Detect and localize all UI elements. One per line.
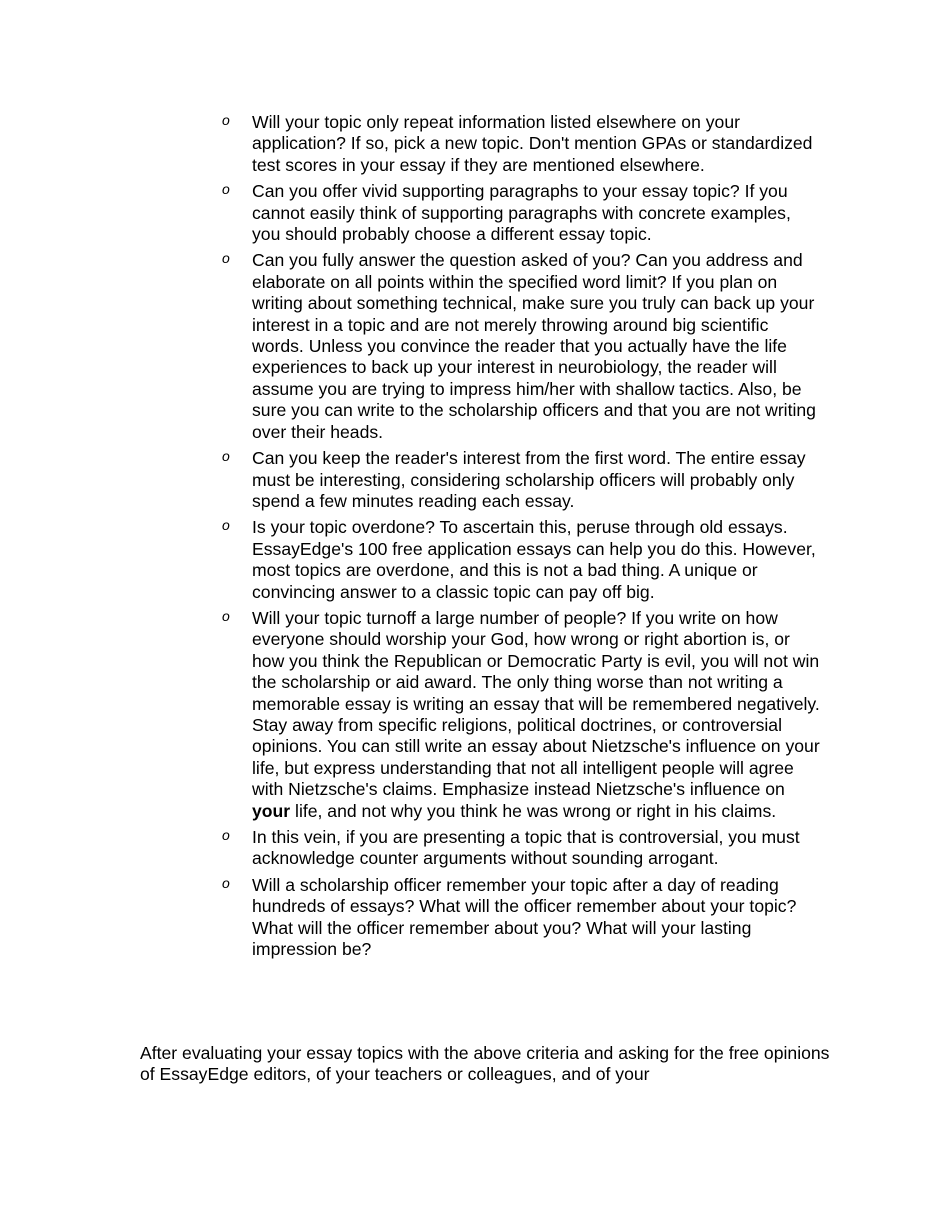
- hollow-bullet-icon: o: [222, 448, 230, 465]
- hollow-bullet-icon: o: [222, 827, 230, 843]
- list-item: [222, 608, 822, 822]
- list-item-text: In this vein, if you are presenting a topic that is controversial, you must acknowledge counter arguments without sounding arrogant.: [252, 827, 800, 869]
- list-item: [222, 181, 822, 245]
- list-item-text: Will a scholarship officer remember your topic after a day of reading hundreds of essays? What will the officer remember about your topic? What will the officer remember about you? What will your lasting impression be?: [252, 874, 797, 960]
- list-item: [222, 448, 822, 512]
- hollow-bullet-icon: o: [222, 250, 230, 267]
- hollow-bullet-icon: o: [222, 874, 230, 891]
- hollow-bullet-icon: o: [222, 517, 230, 534]
- list-item-text-end: life, and not why you think he was wrong or right in his claims.: [290, 800, 777, 821]
- list-item: [222, 250, 822, 443]
- list-item: [222, 827, 822, 870]
- hollow-bullet-icon: o: [222, 181, 230, 198]
- criteria-bullet-list: [222, 112, 822, 965]
- list-item-text: [252, 608, 822, 822]
- hollow-bullet-icon: o: [222, 607, 230, 624]
- list-item-text: Can you offer vivid supporting paragraphs to your essay topic? If you cannot easily think of supporting paragraphs with concrete examples, you should probably choose a different essay topic.: [252, 181, 791, 245]
- list-item-text: Can you keep the reader's interest from the first word. The entire essay must be interesting, considering scholarship officers will probably only spend a few minutes reading each essay.: [252, 448, 806, 511]
- list-item-text: Is your topic overdone? To ascertain this, peruse through old essays. EssayEdge's 100 free application essays can help you do this. However, most topics are overdone, and this is not a bad thing. A unique or convincing answer to a classic topic can pay off big.: [252, 517, 816, 602]
- hollow-bullet-icon: o: [222, 112, 230, 128]
- list-item: [222, 517, 822, 603]
- list-item-text-start: Will your topic turnoff a large number of people? If you write on how everyone should worship your God, how wrong or right abortion is, or how you think the Republican or Democratic Party is evil, you will not win the scholarship or aid award. The only thing worse than not writing a memorable essay is writing an essay that will be remembered negatively. Stay away from specific religions, political doctrines, or controversial opinions. You can still write an essay about Nietzsche's influence on your life, but express understanding that not all intelligent people will agree with Nietzsche's claims. Emphasize instead Nietzsche's influence on: [252, 607, 820, 800]
- list-item: [222, 875, 822, 961]
- list-item-text: Can you fully answer the question asked of you? Can you address and elaborate on all points within the specified word limit? If you plan on writing about something technical, make sure you truly can back up your interest in a topic and are not merely throwing around big scientific words. Unless you convince the reader that you actually have the life experiences to back up your interest in neurobiology, the reader will assume you are trying to impress him/her with shallow tactics. Also, be sure you can write to the scholarship officers and that you are not writing over their heads.: [252, 250, 816, 442]
- emphasized-word: your: [252, 800, 291, 821]
- list-item: [222, 112, 822, 176]
- closing-paragraph: After evaluating your essay topics with the above criteria and asking for the free opinions of EssayEdge editors, of your teachers or colleagues, and of your: [140, 1043, 830, 1085]
- list-item-text: Will your topic only repeat information listed elsewhere on your application? If so, pick a new topic. Don't mention GPAs or standardized test scores in your essay if they are mentioned elsewhere.: [252, 112, 813, 175]
